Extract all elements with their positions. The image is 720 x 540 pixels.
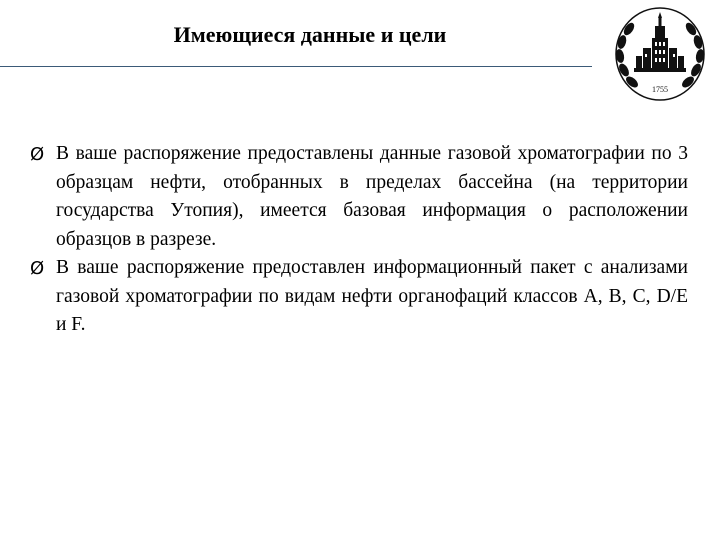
- university-emblem-logo: [610, 4, 710, 104]
- arrow-bullet-icon: Ø: [30, 144, 45, 165]
- bullet-text: В ваше распоряжение предоставлен информационный пакет с анализами газовой хроматографии по видам нефти органофаций классов A, B, C, D/E и F.: [56, 257, 688, 335]
- slide-title: Имеющиеся данные и цели: [173, 22, 447, 47]
- bullet-text: В ваше распоряжение предоставлены данные газовой хроматографии по 3 образцам нефти, отобранных в пределах бассейна (на территории государства Утопия), имеется базовая информация о расположении образцов в разрезе.: [56, 143, 688, 250]
- emblem-year: 1755: [652, 85, 668, 94]
- arrow-bullet-icon: Ø: [30, 258, 45, 279]
- bullet-item: [30, 254, 688, 340]
- bullet-item: [30, 140, 688, 254]
- title-divider: [0, 66, 592, 67]
- bullet-list: [30, 140, 688, 340]
